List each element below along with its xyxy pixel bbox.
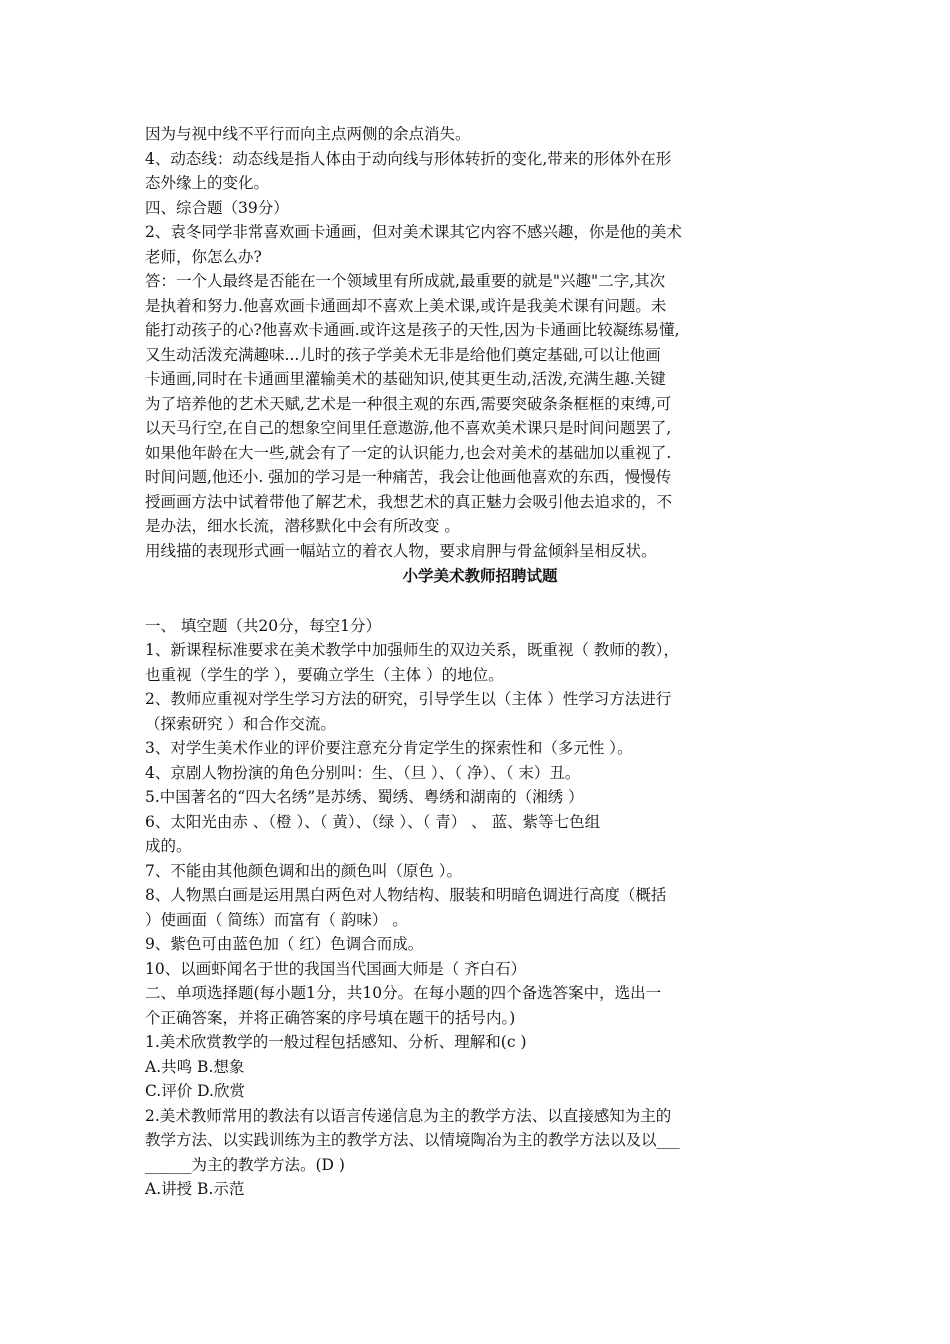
answer-text: 又生动活泼充满趣味...儿时的孩子学美术无非是给他们奠定基础,可以让他画 — [145, 345, 661, 364]
question-text: 10、以画虾闻名于世的我国当代国画大师是（ 齐白石） — [145, 959, 527, 978]
answer-text: 时间问题,他还小. 强加的学习是一种痛苦，我会让他画他喜欢的东西，慢慢传 — [145, 468, 672, 486]
section-heading: 个正确答案，并将正确答案的序号填在题干的括号内。) — [145, 1008, 516, 1027]
section-heading: 四、综合题（39分） — [145, 198, 289, 217]
answer-text: 是办法，细水长流，潜移默化中会有所改变 。 — [145, 517, 460, 535]
answer-text: 是执着和努力.他喜欢画卡通画却不喜欢上美术课,或许是我美术课有问题。未 — [145, 296, 667, 315]
question-text: 1、新课程标准要求在美术教学中加强师生的双边关系，既重视（ 教师的教）， — [145, 641, 680, 659]
question-text: 成的。 — [145, 837, 192, 855]
answer-text: 如果他年龄在大一些,就会有了一定的认识能力,也会对美术的基础加以重视了. — [145, 443, 672, 462]
option-line: A.共鸣 B.想象 — [145, 1057, 245, 1076]
question-text: 5.中国著名的“四大名绣”是苏绣、蜀绣、粤绣和湖南的（湘绣 ） — [145, 788, 584, 806]
document-body — [145, 122, 815, 1202]
answer-text: 卡通画,同时在卡通画里灌输美术的基础知识,使其更生动,活泼,充满生趣.关键 — [145, 370, 666, 388]
text-line: 因为与视中线不平行而向主点两侧的余点消失。 — [145, 125, 471, 143]
answer-text: 以天马行空,在自己的想象空间里任意遨游,他不喜欢美术课只是时间问题罢了, — [145, 419, 672, 437]
question-text: 教学方法、以实践训练为主的教学方法、以情境陶冶为主的教学方法以及以___ — [145, 1131, 680, 1149]
option-line: C.评价 D.欣赏 — [145, 1082, 245, 1100]
question-text: ）使画面（ 简练）而富有（ 韵味） 。 — [145, 910, 408, 929]
text-line: 用线描的表现形式画一幅站立的着衣人物，要求肩胛与骨盆倾斜呈相反状。 — [145, 541, 657, 560]
text-line: 态外缘上的变化。 — [145, 174, 270, 192]
text-line: 4、动态线：动态线是指人体由于动向线与形体转折的变化,带来的形体外在形 — [145, 149, 672, 168]
question-text: 9、紫色可由蓝色加（ 红）色调合而成。 — [145, 935, 424, 953]
question-text: 6、太阳光由赤 、（橙 ）、（ 黄）、（绿 ）、（ 青） 、 蓝、紫等七色组 — [145, 812, 601, 831]
question-text: 1.美术欣赏教学的一般过程包括感知、分析、理解和(c ) — [145, 1033, 527, 1051]
question-text: 3、对学生美术作业的评价要注意充分肯定学生的探索性和（多元性 ）。 — [145, 739, 633, 757]
question-text: 2、教师应重视对学生学习方法的研究，引导学生以（主体 ）性学习方法进行 — [145, 690, 672, 708]
document-title: 小学美术教师招聘试题 — [402, 567, 558, 585]
question-text: 7、不能由其他颜色调和出的颜色叫（原色 ）。 — [145, 861, 463, 880]
section-heading: 一、 填空题（共20分，每空1分） — [145, 616, 382, 635]
question-text: 2.美术教师常用的教法有以语言传递信息为主的教学方法、以直接感知为主的 — [145, 1106, 672, 1125]
answer-text: 能打动孩子的心?他喜欢卡通画.或许这是孩子的天性,因为卡通画比较凝练易懂, — [145, 321, 680, 339]
option-line: A.讲授 B.示范 — [145, 1180, 245, 1198]
section-heading: 二、单项选择题(每小题1分，共10分。在每小题的四个备选答案中，选出一 — [145, 984, 662, 1002]
question-text: 老师，你怎么办? — [145, 247, 262, 266]
question-text: ______为主的教学方法。(D ) — [145, 1155, 345, 1174]
question-text: （探索研究 ）和合作交流。 — [145, 714, 336, 733]
question-text: 2、袁冬同学非常喜欢画卡通画，但对美术课其它内容不感兴趣，你是他的美术 — [145, 223, 682, 241]
blank-line — [145, 589, 815, 614]
question-text: 也重视（学生的学 ），要确立学生（主体 ）的地位。 — [145, 665, 504, 684]
question-text: 4、京剧人物扮演的角色分别叫：生、（旦 ）、（ 净）、（ 末）丑。 — [145, 763, 581, 782]
answer-text: 授画画方法中试着带他了解艺术，我想艺术的真正魅力会吸引他去追求的，不 — [145, 492, 673, 511]
answer-text: 为了培养他的艺术天赋,艺术是一种很主观的东西,需要突破条条框框的束缚,可 — [145, 394, 672, 413]
question-text: 8、人物黑白画是运用黑白两色对人物结构、服装和明暗色调进行高度（概括 — [145, 886, 667, 904]
answer-text: 答：一个人最终是否能在一个领域里有所成就,最重要的就是"兴趣"二字,其次 — [145, 272, 666, 290]
